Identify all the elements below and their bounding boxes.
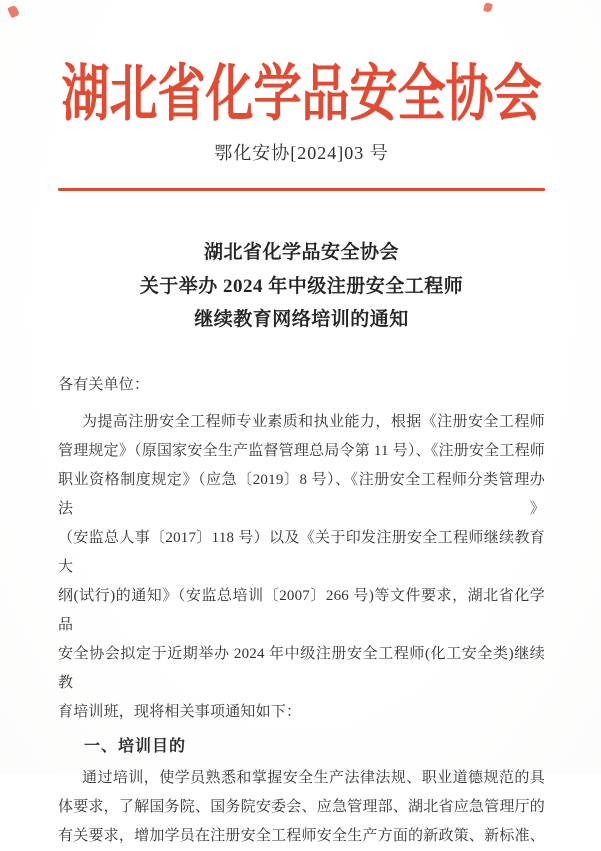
document-title-line-2: 关于举办 2024 年中级注册安全工程师	[139, 275, 464, 297]
red-divider-line	[58, 188, 545, 191]
paragraph-2	[58, 764, 545, 851]
paragraph-1-line: （安监总人事〔2017〕118 号）以及《关于印发注册安全工程师继续教育大	[58, 529, 545, 575]
paragraph-1-line: 管理规定》（原国家安全生产监督管理总局令第 11 号）、《注册安全工程师	[58, 442, 545, 459]
document-title	[58, 236, 545, 337]
red-scan-artifact-right	[483, 2, 493, 13]
paragraph-1	[58, 408, 545, 727]
document-title-line-1: 湖北省化学品安全协会	[203, 242, 399, 263]
letterhead-org-name: 湖北省化学品安全协会	[61, 60, 542, 129]
paragraph-1-line: 纲(试行)的通知》（安监总培训〔2007〕266 号)等文件要求，湖北省化学品	[58, 587, 545, 633]
section-1-heading: 一、培训目的	[84, 737, 187, 755]
red-scan-artifact-left	[7, 5, 20, 19]
paragraph-1-line: 为提高注册安全工程师专业素质和执业能力，根据《注册安全工程师	[82, 413, 545, 430]
paragraph-1-line: 安全协会拟定于近期举办 2024 年中级注册安全工程师(化工安全类)继续教	[58, 645, 545, 691]
salutation: 各有关单位：	[58, 376, 150, 393]
paragraph-2-line: 有关要求，增加学员在注册安全工程师安全生产方面的新政策、新标准、	[58, 827, 545, 844]
document-number: 鄂化安协[2024]03 号	[214, 143, 389, 163]
paragraph-2-line: 体要求，了解国务院、国务院安委会、应急管理部、湖北省应急管理厅的	[58, 798, 545, 815]
document-title-line-3: 继续教育网络培训的通知	[194, 309, 409, 330]
letterhead	[58, 54, 545, 129]
paragraph-1-line: 职业资格制度规定》（应急〔2019〕8 号）、《注册安全工程师分类管理办法》	[58, 471, 545, 517]
paragraph-2-line: 通过培训，使学员熟悉和掌握安全生产法律法规、职业道德规范的具	[82, 769, 545, 786]
document-body	[58, 371, 545, 851]
paragraph-1-line: 育培训班，现将相关事项通知如下：	[58, 703, 302, 720]
